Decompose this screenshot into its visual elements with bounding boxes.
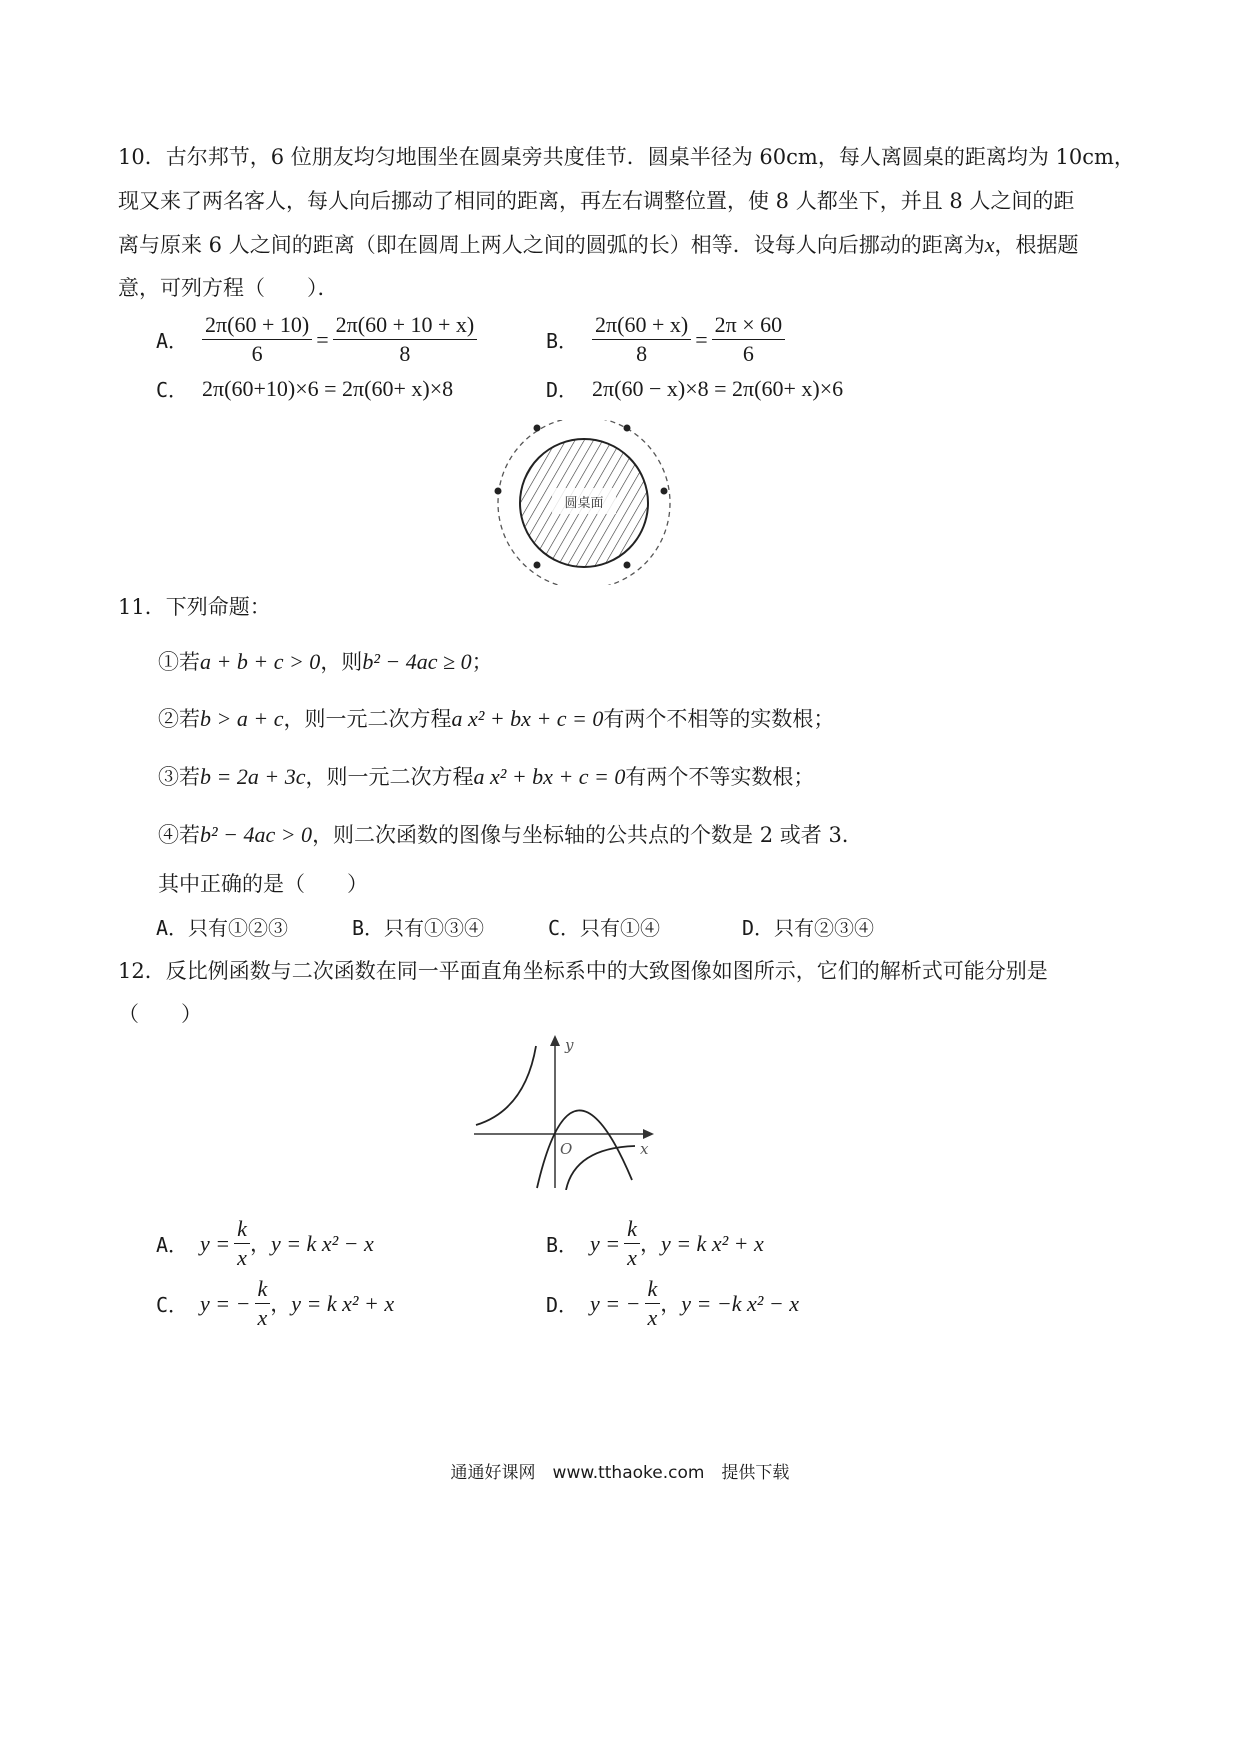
table-label: 圆桌面 <box>564 496 604 511</box>
q11-question: 其中正确的是（ ） <box>158 872 368 896</box>
function-graph <box>470 1030 660 1190</box>
q10-option-c[interactable]: C． 2π(60+10)×6 = 2π(60+ x)×8 <box>156 375 454 402</box>
round-table-figure <box>494 420 674 585</box>
seat-dot <box>534 425 541 432</box>
q11-proposition-1: ①若a + b + c > 0，则b² − 4ac ≥ 0； <box>158 649 493 674</box>
seat-dot <box>534 562 541 569</box>
q10-option-b[interactable]: B． $\frac{2\pi(60 + x)}{8}$ = $\frac{2\pi \times 60}{6}$ <box>546 312 785 367</box>
y-axis-label: y <box>565 1036 574 1054</box>
seat-dot <box>661 488 668 495</box>
q11-proposition-4: ④若b² − 4ac > 0，则二次函数的图像与坐标轴的公共点的个数是 2 或者 3. <box>158 822 849 847</box>
parabola <box>537 1110 632 1188</box>
fraction: $\frac{2\pi(60 + 10)}{6}$ <box>202 312 312 367</box>
fraction: $\frac{2\pi(60 + 10 + x)}{8}$ <box>333 312 478 367</box>
y-axis-arrow-icon <box>550 1035 560 1046</box>
origin-label: O <box>560 1140 573 1158</box>
q12-option-b[interactable]: B． y = $\frac{k}{x}$ ， y = k x² + x <box>546 1216 764 1270</box>
q12-option-c[interactable]: C． y = − $\frac{k}{x}$ ， y = k x² + x <box>156 1276 395 1330</box>
q11-proposition-3: ③若b = 2a + 3c，则一元二次方程a x² + bx + c = 0有两个不等实数根； <box>158 764 815 789</box>
x-axis-arrow-icon <box>643 1129 654 1139</box>
x-axis-label: x <box>640 1140 649 1158</box>
hyperbola-left-branch <box>476 1046 536 1125</box>
q10-line3: 离与原来 6 人之间的距离（即在圆周上两人之间的圆弧的长）相等．设每人向后挪动的距离为x，根据题 <box>118 232 1079 257</box>
q12-line2: （ ） <box>118 1002 202 1026</box>
fraction: $\frac{k}{x}$ <box>624 1216 640 1271</box>
seat-dot <box>624 562 631 569</box>
hyperbola-right-branch <box>566 1146 635 1190</box>
q10-option-d[interactable]: D． 2π(60 − x)×8 = 2π(60+ x)×6 <box>546 375 844 402</box>
q10-line2: 现又来了两名客人，每人向后挪动了相同的距离，再左右调整位置，使 8 人都坐下，并且 8 人之间的距 <box>118 189 1075 213</box>
fraction: $\frac{k}{x}$ <box>645 1276 661 1331</box>
q11-option-c[interactable]: C．只有①④ <box>548 916 661 940</box>
q10-line1: 10．古尔邦节，6 位朋友均匀地围坐在圆桌旁共度佳节．圆桌半径为 60cm，每人离圆桌的距离均为 10cm， <box>118 145 1135 169</box>
q10-option-a[interactable]: A． $\frac{2\pi(60 + 10)}{6}$ = $\frac{2\pi(60 + 10 + x)}{8}$ <box>156 312 477 367</box>
fraction: $\frac{2\pi(60 + x)}{8}$ <box>592 312 691 367</box>
q12-line1: 12．反比例函数与二次函数在同一平面直角坐标系中的大致图像如图所示，它们的解析式可能分别是 <box>118 959 1048 983</box>
seat-dot <box>624 425 631 432</box>
q11-proposition-2: ②若b > a + c，则一元二次方程a x² + bx + c = 0有两个不相等的实数根； <box>158 706 835 731</box>
q11-option-d[interactable]: D．只有②③④ <box>742 916 875 940</box>
fraction: $\frac{k}{x}$ <box>255 1276 271 1331</box>
q11-option-b[interactable]: B．只有①③④ <box>352 916 485 940</box>
q10-line4: 意，可列方程（ ）． <box>118 276 339 300</box>
q11-option-a[interactable]: A．只有①②③ <box>156 916 289 940</box>
q11-title: 11．下列命题： <box>118 595 271 619</box>
q12-option-a[interactable]: A． y = $\frac{k}{x}$ ， y = k x² − x <box>156 1216 374 1270</box>
fraction: $\frac{2\pi \times 60}{6}$ <box>712 312 786 367</box>
seat-dot <box>495 488 502 495</box>
q12-option-d[interactable]: D． y = − $\frac{k}{x}$ ， y = −k x² − x <box>546 1276 799 1330</box>
fraction: $\frac{k}{x}$ <box>234 1216 250 1271</box>
page-footer: 通通好课网 www.tthaoke.com 提供下载 <box>450 1463 790 1483</box>
